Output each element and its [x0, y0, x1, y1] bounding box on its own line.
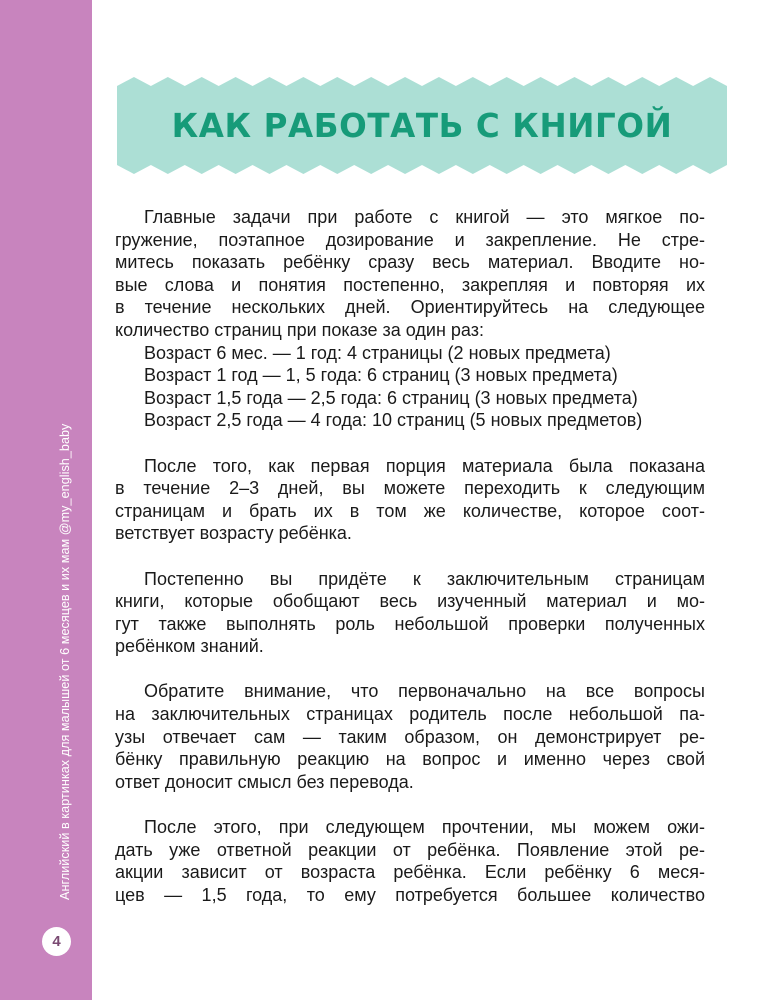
list-item: Возраст 2,5 года — 4 года: 10 страниц (5 новых предметов): [144, 410, 643, 431]
text-line: Постепенно вы придёте к заключительным страницам: [144, 568, 705, 589]
age-list: [115, 342, 705, 432]
text-line: вые слова и понятия постепенно, закрепляя и повторяя их: [115, 274, 705, 295]
paragraph: [115, 455, 705, 545]
list-item: Возраст 1,5 года — 2,5 года: 6 страниц (3 новых предмета): [144, 387, 638, 408]
paragraph: [115, 680, 705, 793]
text-line: гружение, поэтапное дозирование и закрепление. Не стре-: [115, 229, 705, 250]
text-line: книги, которые обобщают весь изученный материал и мо-: [115, 591, 705, 612]
text-line: дать уже ответной реакции от ребёнка. Появление этой ре-: [115, 839, 705, 860]
page-number: 4: [42, 927, 71, 956]
text-line: на заключительных страницах родитель после небольшой па-: [115, 704, 705, 725]
paragraph: [115, 568, 705, 658]
text-line: После этого, при следующем прочтении, мы можем ожи-: [144, 817, 705, 838]
text-line: страницам и брать их в том же количестве, которое соот-: [115, 500, 705, 521]
title-banner: [117, 77, 727, 174]
text-line: бёнку правильную реакцию на вопрос и именно через свой: [115, 749, 705, 770]
text-line: цев — 1,5 года, то ему потребуется большее количество: [115, 884, 705, 905]
text-line: митесь показать ребёнку сразу весь материал. Вводите но-: [115, 252, 705, 273]
text-line: ответ доносит смысл без перевода.: [115, 771, 414, 792]
paragraph: [115, 816, 705, 906]
sidebar-vertical-text: Английский в картинках для малышей от 6 месяцев и их мам @my_english_baby: [58, 423, 72, 900]
text-line: в течение 2–3 дней, вы можете переходить к следующим: [115, 478, 705, 499]
text-line: узы отвечает сам — таким образом, он демонстрирует ре-: [115, 726, 705, 747]
body-text: [115, 206, 705, 929]
text-line: После того, как первая порция материала была показана: [144, 455, 705, 476]
left-sidebar: [0, 0, 92, 1000]
text-line: акции зависит от возраста ребёнка. Если ребёнку 6 меся-: [115, 862, 705, 883]
text-line: гут также выполнять роль небольшой проверки полученных: [115, 613, 705, 634]
text-line: ребёнком знаний.: [115, 636, 264, 657]
text-line: Главные задачи при работе с книгой — это мягкое по-: [144, 207, 705, 227]
text-line: в течение нескольких дней. Ориентируйтесь на следующее: [115, 297, 705, 318]
text-line: количество страниц при показе за один раз:: [115, 319, 484, 340]
list-item: Возраст 1 год — 1, 5 года: 6 страниц (3 новых предмета): [144, 365, 618, 386]
page-title: КАК РАБОТАТЬ С КНИГОЙ: [171, 106, 673, 145]
list-item: Возраст 6 мес. — 1 год: 4 страницы (2 новых предмета): [144, 342, 611, 363]
text-line: ветствует возрасту ребёнка.: [115, 523, 352, 544]
text-line: Обратите внимание, что первоначально на все вопросы: [144, 681, 705, 702]
paragraph-intro: [115, 206, 705, 342]
